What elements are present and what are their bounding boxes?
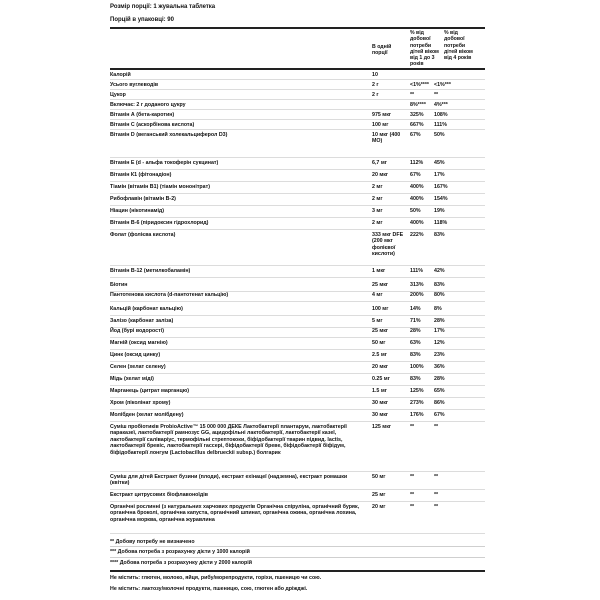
table-row	[110, 387, 485, 398]
pct-daily-value-1-3: 83%	[410, 376, 421, 382]
pct-daily-value-1-3: 273%	[410, 400, 424, 406]
pct-daily-value-1-3: 400%	[410, 184, 424, 190]
nutrient-name: Магній (оксид магнію)	[110, 340, 168, 346]
table-row	[110, 81, 485, 90]
amount-per-serving: 10	[372, 72, 378, 78]
pct-daily-value-4: <1%***	[434, 82, 451, 88]
table-row	[110, 339, 485, 350]
amount-per-serving: 25 мкг	[372, 328, 389, 334]
pct-daily-value-4: 86%	[434, 400, 445, 406]
pct-daily-value-1-3: 222%	[410, 232, 424, 238]
table-row	[110, 423, 485, 472]
pct-daily-value-1-3: 8%****	[410, 102, 426, 108]
amount-per-serving: 20 мкг	[372, 172, 389, 178]
amount-per-serving: 20 мг	[372, 504, 386, 510]
table-row	[110, 363, 485, 374]
pct-daily-value-4: **	[434, 504, 439, 510]
pct-daily-value-1-3: 400%	[410, 220, 424, 226]
table-row	[110, 399, 485, 410]
amount-per-serving: 30 мкг	[372, 400, 389, 406]
pct-daily-value-1-3: 313%	[410, 282, 424, 288]
divider	[110, 570, 485, 572]
nutrient-name: Вітамін А (бета-каротин)	[110, 112, 175, 118]
pct-daily-value-1-3: **	[410, 474, 415, 480]
table-row	[110, 101, 485, 110]
pct-daily-value-4: 4%***	[434, 102, 448, 108]
pct-daily-value-4: 28%	[434, 318, 445, 324]
nutrient-name: Ніацин (нікотинамід)	[110, 208, 165, 214]
nutrient-name: Молібден (хелат молібдену)	[110, 412, 184, 418]
pct-daily-value-4: 36%	[434, 364, 445, 370]
pct-daily-value-4: 108%	[434, 112, 448, 118]
nutrient-name: Вітамін D (веганський холекальциферол D3)	[110, 132, 228, 138]
amount-per-serving: 1 мкг	[372, 268, 386, 274]
nutrient-name: Біотин	[110, 282, 128, 288]
pct-daily-value-4: 111%	[434, 122, 447, 128]
pct-daily-value-1-3: **	[410, 504, 415, 510]
amount-per-serving: 2 мг	[372, 184, 383, 190]
table-row	[110, 291, 485, 302]
pct-daily-value-4: **	[434, 492, 439, 498]
pct-daily-value-4: 45%	[434, 160, 445, 166]
table-row	[110, 473, 485, 490]
amount-per-serving: 1.5 мг	[372, 388, 387, 394]
amount-per-serving: 50 мг	[372, 340, 386, 346]
pct-daily-value-1-3: 67%	[410, 172, 421, 178]
table-row	[110, 121, 485, 130]
amount-per-serving: 2.5 мг	[372, 352, 387, 358]
amount-per-serving: 975 мкг	[372, 112, 392, 118]
amount-per-serving: 3 мг	[372, 208, 383, 214]
divider	[110, 68, 485, 70]
pct-daily-value-4: **	[434, 92, 439, 98]
pct-daily-value-4: 83%	[434, 282, 445, 288]
pct-daily-value-4: 167%	[434, 184, 448, 190]
amount-per-serving: 100 мг	[372, 306, 389, 312]
nutrient-name: Суміш пробіотиків ProbioActive™ 15 000 000 ДЕКЕ Лактобактерії плантарум, лактобактерії параказеї, лактобактерії рамнозус GG, ацидофільні лактобактерії, лактобактерії казеї, лактобактерії саліваріус, термофільні стрептококи, біфідобактерії тварин підвид. lactis, лактобактерії бревіс, лактобактерії гассері, біфідобактерії бреве, біфідобактерії біфідум, біфідобактерії лонгум (Lactobacillus delbrueckii subsp.) болгарик	[110, 424, 347, 456]
table-row	[110, 267, 485, 278]
footnote: ** Добову потребу не визначено	[110, 539, 195, 545]
pct-daily-value-4: 83%	[434, 232, 445, 238]
pct-daily-value-1-3: 71%	[410, 318, 421, 324]
pct-daily-value-4: 28%	[434, 376, 445, 382]
supplement-facts-panel	[110, 0, 485, 600]
pct-daily-value-4: 17%	[434, 172, 445, 178]
nutrient-name: Вітамін Е (d - альфа токоферін сукцинат)	[110, 160, 219, 166]
table-row	[110, 491, 485, 502]
pct-daily-value-4: 118%	[434, 220, 448, 226]
pct-daily-value-1-3: 125%	[410, 388, 424, 394]
table-row	[110, 171, 485, 182]
nutrient-name: Залізо (карбонат заліза)	[110, 318, 174, 324]
table-row	[110, 375, 485, 386]
nutrient-name: Цинк (оксид цинку)	[110, 352, 161, 358]
nutrient-name: Вітамін В-12 (метилкобаламін)	[110, 268, 191, 274]
pct-daily-value-1-3: <1%****	[410, 82, 429, 88]
table-row	[110, 207, 485, 218]
pct-daily-value-1-3: 400%	[410, 196, 424, 202]
amount-per-serving: 10 мкг (400 МО)	[372, 132, 401, 145]
pct-daily-value-4: 67%	[434, 412, 445, 418]
table-row	[110, 111, 485, 120]
table-row	[110, 503, 485, 534]
divider	[110, 546, 485, 547]
amount-per-serving: 100 мг	[372, 122, 389, 128]
allergen-note: Не містить: лактозу/молочні продукти, пшеницю, сою, глютен або дріжджі.	[110, 586, 308, 592]
pct-daily-value-1-3: **	[410, 424, 415, 430]
pct-daily-value-4: 65%	[434, 388, 445, 394]
column-header-pct-4: % від добової потреби дітей віком від 4 років	[444, 30, 473, 62]
nutrient-name: Усього вуглеводів	[110, 82, 159, 88]
pct-daily-value-1-3: 14%	[410, 306, 421, 312]
nutrient-name: Тіамін (вітамін В1) (тіамін мононітрат)	[110, 184, 210, 190]
amount-per-serving: 2 мг	[372, 196, 383, 202]
nutrient-name: Фолат (фолієва кислота)	[110, 232, 176, 238]
nutrient-name: Вітамін В-6 (піридоксин гідрохлорид)	[110, 220, 209, 226]
pct-daily-value-1-3: **	[410, 492, 415, 498]
nutrient-name: Включає: 2 г доданого цукру	[110, 102, 186, 108]
pct-daily-value-1-3: 83%	[410, 352, 421, 358]
nutrient-name: Вітамін К1 (фітонадіон)	[110, 172, 172, 178]
pct-daily-value-4: 154%	[434, 196, 448, 202]
serving-size: Розмір порції: 1 жувальна таблетка	[110, 4, 216, 10]
footnote: *** Добова потреба з розрахунку дієти у 1000 калорій	[110, 549, 250, 555]
pct-daily-value-1-3: 176%	[410, 412, 424, 418]
pct-daily-value-1-3: 100%	[410, 364, 424, 370]
nutrient-name: Марганець (цитрат марганцю)	[110, 388, 189, 394]
amount-per-serving: 2 г	[372, 92, 379, 98]
nutrient-name: Пантотенова кислота (d-пантотенат кальцію)	[110, 292, 229, 298]
table-row	[110, 351, 485, 362]
pct-daily-value-1-3: 111%	[410, 268, 423, 274]
pct-daily-value-1-3: 63%	[410, 340, 421, 346]
amount-per-serving: 30 мкг	[372, 412, 389, 418]
amount-per-serving: 2 г	[372, 82, 379, 88]
pct-daily-value-4: 23%	[434, 352, 445, 358]
pct-daily-value-1-3: **	[410, 92, 415, 98]
footnote: **** Добова потреба з розрахунку дієти у 2000 калорій	[110, 560, 252, 566]
amount-per-serving: 20 мкг	[372, 364, 389, 370]
table-row	[110, 411, 485, 422]
amount-per-serving: 50 мг	[372, 474, 386, 480]
amount-per-serving: 0.25 мг	[372, 376, 390, 382]
column-header-amount: В одній порції	[372, 44, 392, 57]
pct-daily-value-4: **	[434, 424, 439, 430]
nutrient-name: Селен (хелат селену)	[110, 364, 166, 370]
amount-per-serving: 25 мг	[372, 492, 386, 498]
nutrient-name: Рибофлавін (вітамін В-2)	[110, 196, 176, 202]
divider	[110, 557, 485, 558]
amount-per-serving: 25 мкг	[372, 282, 389, 288]
table-row	[110, 219, 485, 230]
pct-daily-value-4: 80%	[434, 292, 445, 298]
pct-daily-value-4: 17%	[434, 328, 445, 334]
table-row	[110, 131, 485, 158]
table-row	[110, 195, 485, 206]
table-row	[110, 305, 485, 316]
amount-per-serving: 2 мг	[372, 220, 383, 226]
column-header-pct-1-3: % від добової потреби дітей віком від 1 до 3 років	[410, 30, 439, 68]
nutrient-name: Органічні рослинні (з натуральних харчових продуктів Органічна спіруліна, органічний буряк, органічна броколі, органічна капуста, органічний шпинат, органічна ожина, органічна лохина, органічна морква, органічна журавлина	[110, 504, 360, 523]
pct-daily-value-4: 12%	[434, 340, 445, 346]
table-row	[110, 327, 485, 338]
nutrient-name: Мідь (хелат міді)	[110, 376, 154, 382]
table-row	[110, 91, 485, 100]
pct-daily-value-1-3: 112%	[410, 160, 424, 166]
nutrient-name: Кальцій (карбонат кальцію)	[110, 306, 183, 312]
nutrient-name: Калорій	[110, 72, 131, 78]
table-row	[110, 71, 485, 80]
servings-per-container: Порцій в упаковці: 90	[110, 17, 174, 23]
pct-daily-value-1-3: 67%	[410, 132, 421, 138]
table-row	[110, 159, 485, 170]
nutrient-name: Вітамін С (аскорбінова кислота)	[110, 122, 195, 128]
pct-daily-value-4: **	[434, 474, 439, 480]
amount-per-serving: 5 мг	[372, 318, 383, 324]
amount-per-serving: 125 мкг	[372, 424, 392, 430]
nutrient-name: Хром (піколінат хрому)	[110, 400, 171, 406]
pct-daily-value-1-3: 28%	[410, 328, 421, 334]
amount-per-serving: 4 мг	[372, 292, 383, 298]
pct-daily-value-1-3: 325%	[410, 112, 424, 118]
pct-daily-value-4: 42%	[434, 268, 445, 274]
table-row	[110, 231, 485, 266]
nutrient-name: Екстракт цитрусових біофлавоноїдів	[110, 492, 208, 498]
amount-per-serving: 333 мкг DFE (200 мкг фолієвої кислоти)	[372, 232, 404, 258]
nutrient-name: Йод (бурі водорості)	[110, 328, 164, 334]
allergen-note: Не містить: глютен, молоко, яйця, рибу/морепродукти, горіхи, пшеницю чи сою.	[110, 575, 322, 581]
nutrient-name: Цукор	[110, 92, 126, 98]
pct-daily-value-1-3: 667%	[410, 122, 424, 128]
pct-daily-value-1-3: 50%	[410, 208, 421, 214]
divider	[110, 27, 485, 29]
pct-daily-value-4: 50%	[434, 132, 445, 138]
nutrient-name: Суміш для дітей Екстракт бузини (плоди), екстракт ехінацеї (надземна), екстракт ромашки (квітки)	[110, 474, 348, 487]
pct-daily-value-1-3: 200%	[410, 292, 424, 298]
pct-daily-value-4: 19%	[434, 208, 445, 214]
amount-per-serving: 6,7 мг	[372, 160, 387, 166]
table-row	[110, 183, 485, 194]
pct-daily-value-4: 8%	[434, 306, 442, 312]
